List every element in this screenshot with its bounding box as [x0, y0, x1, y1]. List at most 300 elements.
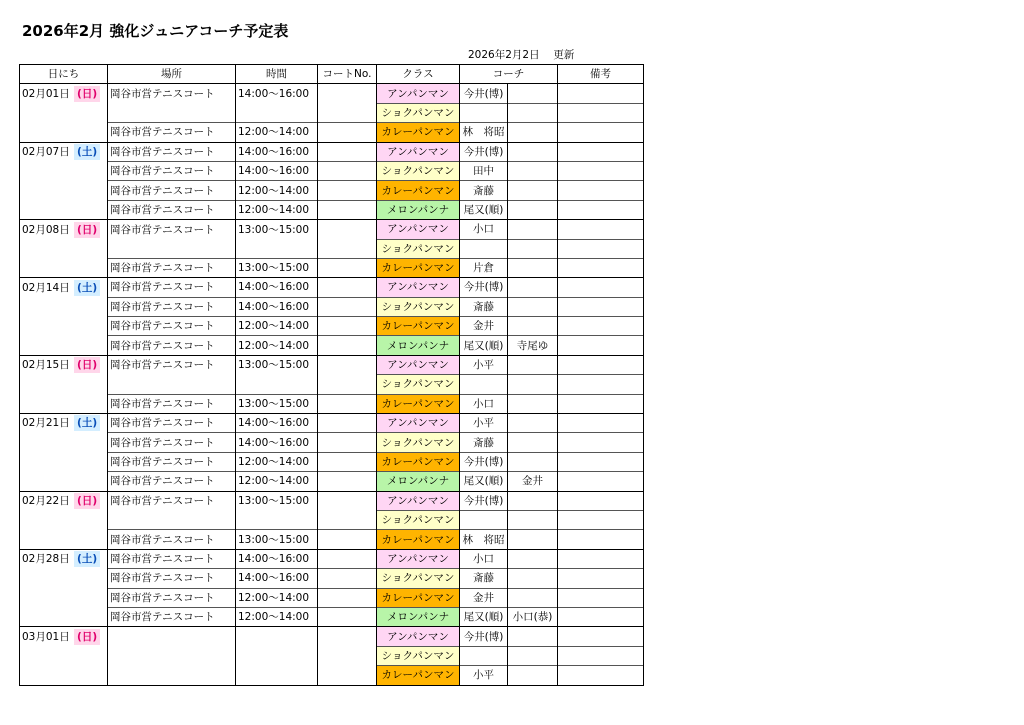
time-cell — [236, 239, 318, 258]
coach2-cell — [508, 491, 558, 510]
note-cell — [558, 472, 644, 491]
place-cell: 岡谷市営テニスコート — [108, 317, 236, 336]
coach2-cell — [508, 239, 558, 258]
note-cell — [558, 123, 644, 142]
time-cell — [236, 666, 318, 685]
time-cell: 14:00～16:00 — [236, 84, 318, 103]
class-cell: メロンパンナ — [377, 336, 460, 355]
class-cell: アンパンマン — [377, 142, 460, 161]
class-cell: ショクパンマン — [377, 569, 460, 588]
date-cell — [20, 472, 108, 491]
date-cell — [20, 239, 108, 258]
date-cell — [20, 433, 108, 452]
class-cell: ショクパンマン — [377, 375, 460, 394]
place-cell: 岡谷市営テニスコート — [108, 278, 236, 297]
coach-cell: 尾又(順) — [460, 607, 508, 626]
coach-cell — [460, 375, 508, 394]
table-row — [20, 452, 644, 471]
time-cell — [236, 375, 318, 394]
class-cell: カレーパンマン — [377, 123, 460, 142]
date-cell — [20, 414, 108, 433]
time-cell: 14:00～16:00 — [236, 569, 318, 588]
class-cell: メロンパンナ — [377, 607, 460, 626]
court-cell — [318, 161, 377, 180]
coach2-cell — [508, 375, 558, 394]
date-text: 02月21日 — [22, 417, 70, 430]
note-cell — [558, 414, 644, 433]
weekday-text: 日 — [81, 359, 93, 372]
date-cell — [20, 355, 108, 374]
class-cell: カレーパンマン — [377, 530, 460, 549]
coach-cell: 金井 — [460, 317, 508, 336]
table-row — [20, 220, 644, 239]
date-cell — [20, 161, 108, 180]
coach-cell: 小平 — [460, 414, 508, 433]
date-cell — [20, 627, 108, 646]
table-row — [20, 414, 644, 433]
coach-cell: 小平 — [460, 666, 508, 685]
court-cell — [318, 278, 377, 297]
table-row — [20, 123, 644, 142]
court-cell — [318, 530, 377, 549]
table-row — [20, 549, 644, 568]
coach2-cell — [508, 123, 558, 142]
place-cell: 岡谷市営テニスコート — [108, 472, 236, 491]
note-cell — [558, 666, 644, 685]
date-cell — [20, 646, 108, 665]
weekday-badge: (日) — [74, 493, 100, 509]
table-row — [20, 472, 644, 491]
date-cell — [20, 394, 108, 413]
court-cell — [318, 297, 377, 316]
time-cell: 13:00～15:00 — [236, 220, 318, 239]
note-cell — [558, 200, 644, 219]
place-cell: 岡谷市営テニスコート — [108, 258, 236, 277]
note-cell — [558, 84, 644, 103]
date-cell — [20, 103, 108, 122]
weekday-text: 土 — [81, 553, 93, 566]
coach2-cell — [508, 355, 558, 374]
place-cell: 岡谷市営テニスコート — [108, 142, 236, 161]
court-cell — [318, 569, 377, 588]
place-cell — [108, 103, 236, 122]
court-cell — [318, 510, 377, 529]
date-text: 02月22日 — [22, 495, 70, 508]
date-text: 03月01日 — [22, 630, 70, 643]
page-title: 2026年2月 強化ジュニアコーチ予定表 — [22, 22, 289, 40]
date-cell — [20, 336, 108, 355]
coach-cell: 林 将昭 — [460, 530, 508, 549]
class-cell: アンパンマン — [377, 491, 460, 510]
weekday-badge: (土) — [74, 280, 100, 296]
table-row — [20, 433, 644, 452]
court-cell — [318, 607, 377, 626]
weekday-badge: (土) — [74, 551, 100, 567]
coach-cell: 小口 — [460, 549, 508, 568]
weekday-badge: (土) — [74, 415, 100, 431]
coach-cell: 片倉 — [460, 258, 508, 277]
time-cell: 13:00～15:00 — [236, 258, 318, 277]
coach-cell — [460, 646, 508, 665]
coach2-cell — [508, 510, 558, 529]
place-cell: 岡谷市営テニスコート — [108, 355, 236, 374]
class-cell: ショクパンマン — [377, 297, 460, 316]
weekday-badge: (土) — [74, 144, 100, 160]
class-cell: アンパンマン — [377, 84, 460, 103]
date-text: 02月28日 — [22, 553, 70, 566]
date-text: 02月15日 — [22, 359, 70, 372]
weekday-text: 日 — [81, 495, 93, 508]
col-header-date: 日にち — [20, 65, 108, 84]
table-row — [20, 297, 644, 316]
court-cell — [318, 414, 377, 433]
table-row — [20, 258, 644, 277]
coach2-cell — [508, 278, 558, 297]
place-cell: 岡谷市営テニスコート — [108, 569, 236, 588]
time-cell: 14:00～16:00 — [236, 161, 318, 180]
date-text: 02月08日 — [22, 223, 70, 236]
place-cell: 岡谷市営テニスコート — [108, 200, 236, 219]
col-header-place: 場所 — [108, 65, 236, 84]
coach2-cell — [508, 414, 558, 433]
class-cell: アンパンマン — [377, 414, 460, 433]
time-cell: 14:00～16:00 — [236, 414, 318, 433]
note-cell — [558, 278, 644, 297]
class-cell: ショクパンマン — [377, 433, 460, 452]
weekday-badge: (日) — [74, 629, 100, 645]
place-cell: 岡谷市営テニスコート — [108, 607, 236, 626]
date-cell — [20, 588, 108, 607]
date-cell — [20, 258, 108, 277]
table-row — [20, 161, 644, 180]
court-cell — [318, 317, 377, 336]
coach2-cell — [508, 452, 558, 471]
weekday-text: 土 — [81, 281, 93, 294]
coach2-cell — [508, 530, 558, 549]
note-cell — [558, 530, 644, 549]
coach2-cell: 寺尾ゆ — [508, 336, 558, 355]
time-cell: 14:00～16:00 — [236, 278, 318, 297]
weekday-text: 土 — [81, 146, 93, 158]
weekday-text: 日 — [81, 87, 93, 100]
coach2-cell — [508, 103, 558, 122]
table-row — [20, 375, 644, 394]
place-cell — [108, 646, 236, 665]
coach2-cell — [508, 666, 558, 685]
table-row — [20, 142, 644, 161]
coach-cell: 今井(博) — [460, 278, 508, 297]
coach-cell: 小口 — [460, 394, 508, 413]
coach2-cell — [508, 627, 558, 646]
note-cell — [558, 142, 644, 161]
table-row — [20, 394, 644, 413]
time-cell: 14:00～16:00 — [236, 549, 318, 568]
class-cell: アンパンマン — [377, 220, 460, 239]
class-cell: カレーパンマン — [377, 181, 460, 200]
court-cell — [318, 181, 377, 200]
court-cell — [318, 627, 377, 646]
table-row — [20, 200, 644, 219]
court-cell — [318, 472, 377, 491]
time-cell: 12:00～14:00 — [236, 200, 318, 219]
place-cell — [108, 239, 236, 258]
place-cell: 岡谷市営テニスコート — [108, 549, 236, 568]
date-cell — [20, 278, 108, 297]
table-row — [20, 491, 644, 510]
coach2-cell — [508, 297, 558, 316]
coach2-cell — [508, 588, 558, 607]
time-cell: 14:00～16:00 — [236, 142, 318, 161]
coach-cell: 今井(博) — [460, 142, 508, 161]
coach2-cell — [508, 433, 558, 452]
col-header-note: 備考 — [558, 65, 644, 84]
weekday-badge: (日) — [74, 357, 100, 373]
court-cell — [318, 239, 377, 258]
court-cell — [318, 588, 377, 607]
time-cell: 12:00～14:00 — [236, 472, 318, 491]
note-cell — [558, 375, 644, 394]
date-cell — [20, 569, 108, 588]
coach-cell — [460, 103, 508, 122]
date-text: 02月07日 — [22, 146, 70, 158]
place-cell: 岡谷市営テニスコート — [108, 297, 236, 316]
place-cell: 岡谷市営テニスコート — [108, 433, 236, 452]
class-cell: ショクパンマン — [377, 103, 460, 122]
note-cell — [558, 433, 644, 452]
coach-cell: 斎藤 — [460, 297, 508, 316]
court-cell — [318, 123, 377, 142]
class-cell: カレーパンマン — [377, 394, 460, 413]
court-cell — [318, 355, 377, 374]
coach-cell — [460, 239, 508, 258]
time-cell: 12:00～14:00 — [236, 336, 318, 355]
court-cell — [318, 666, 377, 685]
note-cell — [558, 588, 644, 607]
date-cell — [20, 84, 108, 103]
coach2-cell — [508, 142, 558, 161]
col-header-court: コートNo. — [318, 65, 377, 84]
weekday-text: 日 — [81, 630, 93, 643]
coach2-cell — [508, 181, 558, 200]
coach-cell — [460, 510, 508, 529]
note-cell — [558, 181, 644, 200]
time-cell: 12:00～14:00 — [236, 452, 318, 471]
court-cell — [318, 220, 377, 239]
coach-cell: 尾又(順) — [460, 336, 508, 355]
time-cell: 13:00～15:00 — [236, 530, 318, 549]
place-cell: 岡谷市営テニスコート — [108, 123, 236, 142]
court-cell — [318, 200, 377, 219]
col-header-coach: コーチ — [460, 65, 558, 84]
place-cell: 岡谷市営テニスコート — [108, 414, 236, 433]
table-row — [20, 646, 644, 665]
class-cell: アンパンマン — [377, 278, 460, 297]
class-cell: ショクパンマン — [377, 161, 460, 180]
class-cell: ショクパンマン — [377, 510, 460, 529]
coach-cell: 田中 — [460, 161, 508, 180]
date-cell — [20, 200, 108, 219]
time-cell: 13:00～15:00 — [236, 491, 318, 510]
weekday-text: 日 — [81, 223, 93, 236]
date-cell — [20, 297, 108, 316]
note-cell — [558, 161, 644, 180]
time-cell: 12:00～14:00 — [236, 317, 318, 336]
time-cell — [236, 627, 318, 646]
weekday-badge: (日) — [74, 222, 100, 238]
table-row — [20, 569, 644, 588]
class-cell: カレーパンマン — [377, 666, 460, 685]
place-cell — [108, 375, 236, 394]
class-cell: カレーパンマン — [377, 588, 460, 607]
col-header-class: クラス — [377, 65, 460, 84]
class-cell: カレーパンマン — [377, 452, 460, 471]
place-cell — [108, 627, 236, 646]
date-cell — [20, 375, 108, 394]
place-cell: 岡谷市営テニスコート — [108, 491, 236, 510]
note-cell — [558, 627, 644, 646]
court-cell — [318, 433, 377, 452]
weekday-text: 土 — [81, 417, 93, 430]
col-header-time: 時間 — [236, 65, 318, 84]
court-cell — [318, 84, 377, 103]
place-cell: 岡谷市営テニスコート — [108, 336, 236, 355]
time-cell: 12:00～14:00 — [236, 123, 318, 142]
place-cell — [108, 510, 236, 529]
place-cell: 岡谷市営テニスコート — [108, 588, 236, 607]
court-cell — [318, 336, 377, 355]
coach2-cell — [508, 84, 558, 103]
note-cell — [558, 646, 644, 665]
place-cell: 岡谷市営テニスコート — [108, 220, 236, 239]
place-cell: 岡谷市営テニスコート — [108, 181, 236, 200]
place-cell: 岡谷市営テニスコート — [108, 161, 236, 180]
date-cell — [20, 510, 108, 529]
court-cell — [318, 491, 377, 510]
class-cell: ショクパンマン — [377, 646, 460, 665]
schedule-table — [19, 64, 644, 686]
coach-cell: 金井 — [460, 588, 508, 607]
time-cell — [236, 103, 318, 122]
table-row — [20, 510, 644, 529]
date-cell — [20, 491, 108, 510]
coach-cell: 林 将昭 — [460, 123, 508, 142]
note-cell — [558, 258, 644, 277]
time-cell: 14:00～16:00 — [236, 297, 318, 316]
date-cell — [20, 317, 108, 336]
table-row — [20, 317, 644, 336]
court-cell — [318, 258, 377, 277]
note-cell — [558, 569, 644, 588]
date-cell — [20, 607, 108, 626]
coach-cell: 斎藤 — [460, 569, 508, 588]
note-cell — [558, 491, 644, 510]
court-cell — [318, 549, 377, 568]
coach-cell: 尾又(順) — [460, 472, 508, 491]
coach2-cell — [508, 220, 558, 239]
coach2-cell: 小口(恭) — [508, 607, 558, 626]
court-cell — [318, 142, 377, 161]
note-cell — [558, 549, 644, 568]
time-cell — [236, 646, 318, 665]
court-cell — [318, 103, 377, 122]
table-row — [20, 588, 644, 607]
court-cell — [318, 452, 377, 471]
time-cell: 13:00～15:00 — [236, 355, 318, 374]
coach-cell: 斎藤 — [460, 433, 508, 452]
date-cell — [20, 549, 108, 568]
note-cell — [558, 336, 644, 355]
coach-cell: 斎藤 — [460, 181, 508, 200]
time-cell: 12:00～14:00 — [236, 181, 318, 200]
place-cell: 岡谷市営テニスコート — [108, 394, 236, 413]
class-cell: ショクパンマン — [377, 239, 460, 258]
place-cell: 岡谷市営テニスコート — [108, 530, 236, 549]
note-cell — [558, 355, 644, 374]
table-row — [20, 336, 644, 355]
coach2-cell — [508, 549, 558, 568]
class-cell: メロンパンナ — [377, 200, 460, 219]
date-cell — [20, 123, 108, 142]
court-cell — [318, 394, 377, 413]
date-cell — [20, 142, 108, 161]
time-cell: 14:00～16:00 — [236, 433, 318, 452]
updated-date: 2026年2月2日 更新 — [468, 49, 575, 61]
note-cell — [558, 317, 644, 336]
weekday-badge: (日) — [74, 86, 100, 102]
table-row — [20, 181, 644, 200]
table-row — [20, 278, 644, 297]
coach2-cell: 金井 — [508, 472, 558, 491]
schedule-body — [20, 84, 644, 685]
place-cell: 岡谷市営テニスコート — [108, 452, 236, 471]
note-cell — [558, 239, 644, 258]
coach-cell: 今井(博) — [460, 627, 508, 646]
class-cell: アンパンマン — [377, 627, 460, 646]
note-cell — [558, 607, 644, 626]
date-cell — [20, 666, 108, 685]
date-text: 02月14日 — [22, 281, 70, 294]
time-cell: 13:00～15:00 — [236, 394, 318, 413]
coach2-cell — [508, 258, 558, 277]
note-cell — [558, 452, 644, 471]
time-cell — [236, 510, 318, 529]
note-cell — [558, 394, 644, 413]
class-cell: カレーパンマン — [377, 317, 460, 336]
coach-cell: 今井(博) — [460, 491, 508, 510]
class-cell: アンパンマン — [377, 355, 460, 374]
time-cell: 12:00～14:00 — [236, 588, 318, 607]
class-cell: メロンパンナ — [377, 472, 460, 491]
time-cell: 12:00～14:00 — [236, 607, 318, 626]
table-row — [20, 627, 644, 646]
coach-cell: 今井(博) — [460, 84, 508, 103]
class-cell: カレーパンマン — [377, 258, 460, 277]
note-cell — [558, 220, 644, 239]
header-row — [20, 65, 644, 84]
table-row — [20, 666, 644, 685]
court-cell — [318, 646, 377, 665]
date-cell — [20, 220, 108, 239]
coach2-cell — [508, 646, 558, 665]
coach2-cell — [508, 161, 558, 180]
coach2-cell — [508, 394, 558, 413]
table-row — [20, 607, 644, 626]
table-row — [20, 530, 644, 549]
note-cell — [558, 103, 644, 122]
date-cell — [20, 530, 108, 549]
class-cell: アンパンマン — [377, 549, 460, 568]
court-cell — [318, 375, 377, 394]
